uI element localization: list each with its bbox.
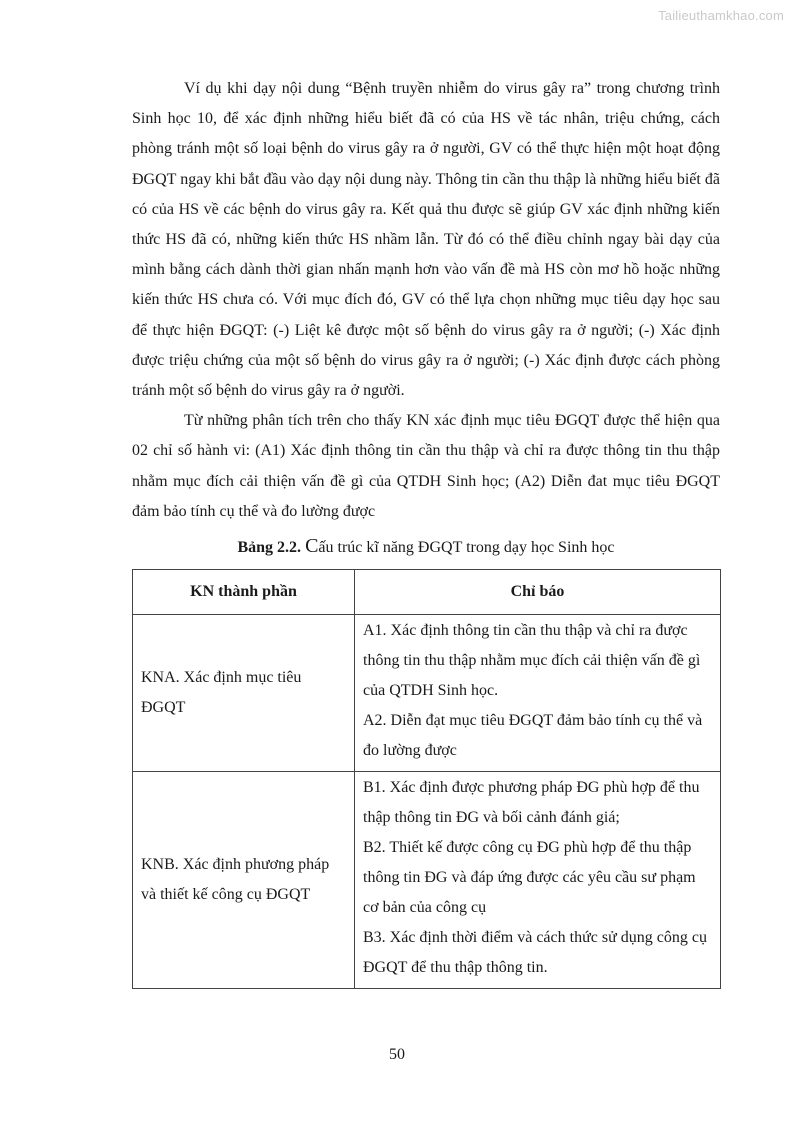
paragraph-example: Ví dụ khi dạy nội dung “Bệnh truyền nhiễm do virus gây ra” trong chương trình Sinh học 10, để xác định những hiểu biết đã có của HS về tác nhân, triệu chứng, cách phòng tránh một số loại bệnh do virus gây ra ở người, GV có thể thực hiện một hoạt động ĐGQT ngay khi bắt đầu vào dạy nội dung này. Thông tin cần thu thập là những hiểu biết đã có của HS về các bệnh do virus gây ra. Kết quả thu được sẽ giúp GV xác định những kiến thức HS đã có, những kiến thức HS nhầm lẫn. Từ đó có thể điều chỉnh ngay bài dạy của mình bằng cách dành thời gian nhấn mạnh hơn vào vấn đề mà HS còn mơ hồ hoặc những kiến thức HS chưa có. Với mục đích đó, GV có thể lựa chọn những mục tiêu dạy học sau để thực hiện ĐGQT: (-) Liệt kê được một số bệnh do virus gây ra ở người; (-) Xác định được triệu chứng của một số bệnh do virus gây ra ở người; (-) Xác định được cách phòng tránh một số bệnh do virus gây ra ở người. — [132, 80, 720, 400]
page-number: 50 — [389, 1046, 405, 1063]
indicator-item: A1. Xác định thông tin cần thu thập và chỉ ra được thông tin thu thập nhằm mục đích cải thiện vấn đề gì của QTDH Sinh học. — [363, 622, 701, 700]
skill-structure-table — [132, 569, 721, 989]
table-caption-first-letter: C — [305, 535, 319, 558]
header-indicator: Chỉ báo — [355, 570, 721, 615]
table-caption-label: Bảng 2.2. — [237, 539, 302, 557]
table-row — [133, 615, 721, 772]
indicator-item: B3. Xác định thời điểm và cách thức sử dụng công cụ ĐGQT để thu thập thông tin. — [363, 929, 707, 977]
component-cell: KNB. Xác định phương pháp và thiết kế công cụ ĐGQT — [133, 772, 355, 989]
indicator-cell — [355, 772, 721, 989]
indicator-item: A2. Diễn đạt mục tiêu ĐGQT đảm bảo tính cụ thể và đo lường được — [363, 712, 703, 760]
indicator-cell — [355, 615, 721, 772]
page-content — [132, 74, 720, 989]
component-cell: KNA. Xác định mục tiêu ĐGQT — [133, 615, 355, 772]
indicator-item: B2. Thiết kế được công cụ ĐG phù hợp để thu thập thông tin ĐG và đáp ứng được các yêu cầu sư phạm cơ bản của công cụ — [363, 839, 696, 917]
table-header-row — [133, 570, 721, 615]
paragraph-analysis: Từ những phân tích trên cho thấy KN xác định mục tiêu ĐGQT được thể hiện qua 02 chỉ số hành vi: (A1) Xác định thông tin cần thu thập và chỉ ra được thông tin thu thập nhằm mục đích cải thiện vấn đề gì của QTDH Sinh học; (A2) Diễn đat mục tiêu ĐGQT đảm bảo tính cụ thể và đo lường được — [132, 412, 720, 520]
table-caption — [132, 535, 720, 559]
watermark: Tailieuthamkhao.com — [658, 8, 784, 23]
table-row — [133, 772, 721, 989]
header-component: KN thành phần — [133, 570, 355, 615]
table-caption-text: ấu trúc kĩ năng ĐGQT trong dạy học Sinh học — [318, 539, 615, 557]
indicator-item: B1. Xác định được phương pháp ĐG phù hợp để thu thập thông tin ĐG và bối cảnh đánh giá; — [363, 779, 700, 827]
